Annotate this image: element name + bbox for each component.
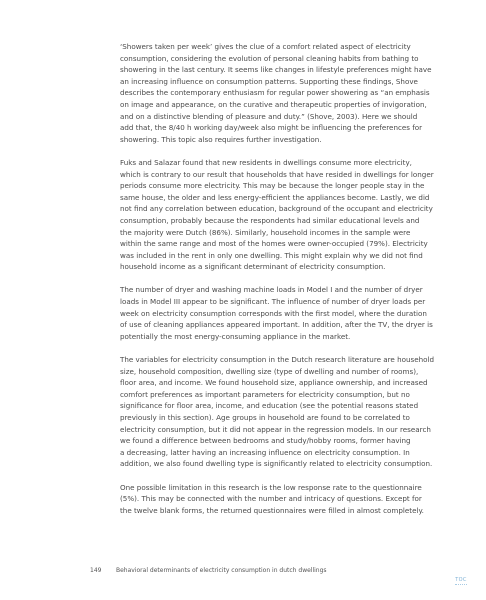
- text-line: and on a distinctive blending of pleasure and duty.” (Shove, 2003). Here we should: [120, 111, 418, 121]
- text-line: on image and appearance, on the curative and therapeutic properties of invigoration,: [120, 99, 427, 109]
- text-line: a decreasing, latter having an increasing influence on electricity consumption. In: [120, 447, 410, 457]
- text-line: week on electricity consumption corresponds with the first model, where the duration: [120, 308, 427, 318]
- toc-link[interactable]: [455, 577, 467, 587]
- text-line: within the same range and most of the homes were owner-occupied (79%). Electricity: [120, 239, 428, 249]
- running-title: Behavioral determinants of electricity consumption in dutch dwellings: [116, 567, 327, 574]
- paragraph: [120, 284, 440, 342]
- text-line: electricity consumption, but it did not appear in the regression models. In our research: [120, 424, 431, 434]
- text-line: showering. This topic also requires further investigation.: [120, 134, 322, 144]
- text-line: previously in this section). Age groups in household are found to be correlated to: [120, 413, 410, 422]
- text-line: not find any correlation between education, background of the occupant and electricity: [120, 204, 433, 214]
- text-line: size, household composition, dwelling size (type of dwelling and number of rooms),: [120, 366, 419, 376]
- text-line: comfort preferences as important parameters for electricity consumption, but no: [120, 389, 410, 399]
- text-line: loads in Model III appear to be significant. The influence of number of dryer loads per: [120, 297, 426, 307]
- text-line: consumption, probably because the respondents had similar educational levels and: [120, 215, 420, 225]
- text-line: floor area, and income. We found household size, appliance ownership, and increased: [120, 378, 428, 388]
- text-line: same house, the older and less energy-efficient the appliances become. Lastly, we did: [120, 192, 430, 202]
- toc-label: TOC: [455, 577, 467, 583]
- toc-dots-icon: [455, 584, 467, 587]
- text-line: was included in the rent in only one dwelling. This might explain why we did not find: [120, 250, 423, 260]
- paragraph: [120, 354, 440, 470]
- text-line: consumption, considering the evolution of personal cleaning habits from bathing to: [120, 53, 419, 63]
- text-line: One possible limitation in this research is the low response rate to the questionnaire: [120, 482, 422, 492]
- text-line: (5%). This may be connected with the number and intricacy of questions. Except for: [120, 494, 422, 504]
- text-line: household income as a significant determinant of electricity consumption.: [120, 262, 386, 272]
- text-line: the majority were Dutch (86%). Similarly, household incomes in the sample were: [120, 227, 411, 237]
- text-line: The number of dryer and washing machine loads in Model I and the number of dryer: [120, 285, 423, 295]
- text-line: an increasing influence on consumption patterns. Supporting these findings, Shove: [120, 76, 418, 86]
- text-line: potentially the most energy-consuming appliance in the market.: [120, 331, 351, 341]
- paragraph: [120, 482, 440, 517]
- page-footer: [90, 567, 327, 574]
- text-line: The variables for electricity consumption in the Dutch research literature are household: [120, 355, 435, 365]
- text-line: periods consume more electricity. This may be because the longer people stay in the: [120, 181, 425, 191]
- text-line: we found a difference between bedrooms and study/hobby rooms, former having: [120, 436, 411, 446]
- text-line: addition, we also found dwelling type is significantly related to electricity consumption.: [120, 459, 433, 469]
- text-line: Fuks and Salazar found that new residents in dwellings consume more electricity,: [120, 157, 412, 167]
- text-line: add that, the 8/40 h working day/week also might be influencing the preferences for: [120, 123, 423, 133]
- text-line: ‘Showers taken per week’ gives the clue of a comfort related aspect of electricity: [120, 42, 411, 51]
- text-line: describes the contemporary enthusiasm for regular power showering as “an emphasis: [120, 88, 430, 98]
- text-line: showering in the last century. It seems like changes in lifestyle preferences might have: [120, 65, 432, 75]
- paragraph: [120, 41, 440, 145]
- text-line: which is contrary to our result that households that have resided in dwellings for longer: [120, 169, 434, 179]
- text-line: the twelve blank forms, the returned questionnaires were filled in almost completely.: [120, 505, 424, 515]
- text-line: significance for floor area, income, and education (see the potential reasons stated: [120, 401, 419, 411]
- page-number: 149: [90, 567, 102, 574]
- body-text: [120, 41, 440, 528]
- paragraph: [120, 157, 440, 273]
- text-line: of use of cleaning appliances appeared important. In addition, after the TV, the dryer is: [120, 320, 433, 330]
